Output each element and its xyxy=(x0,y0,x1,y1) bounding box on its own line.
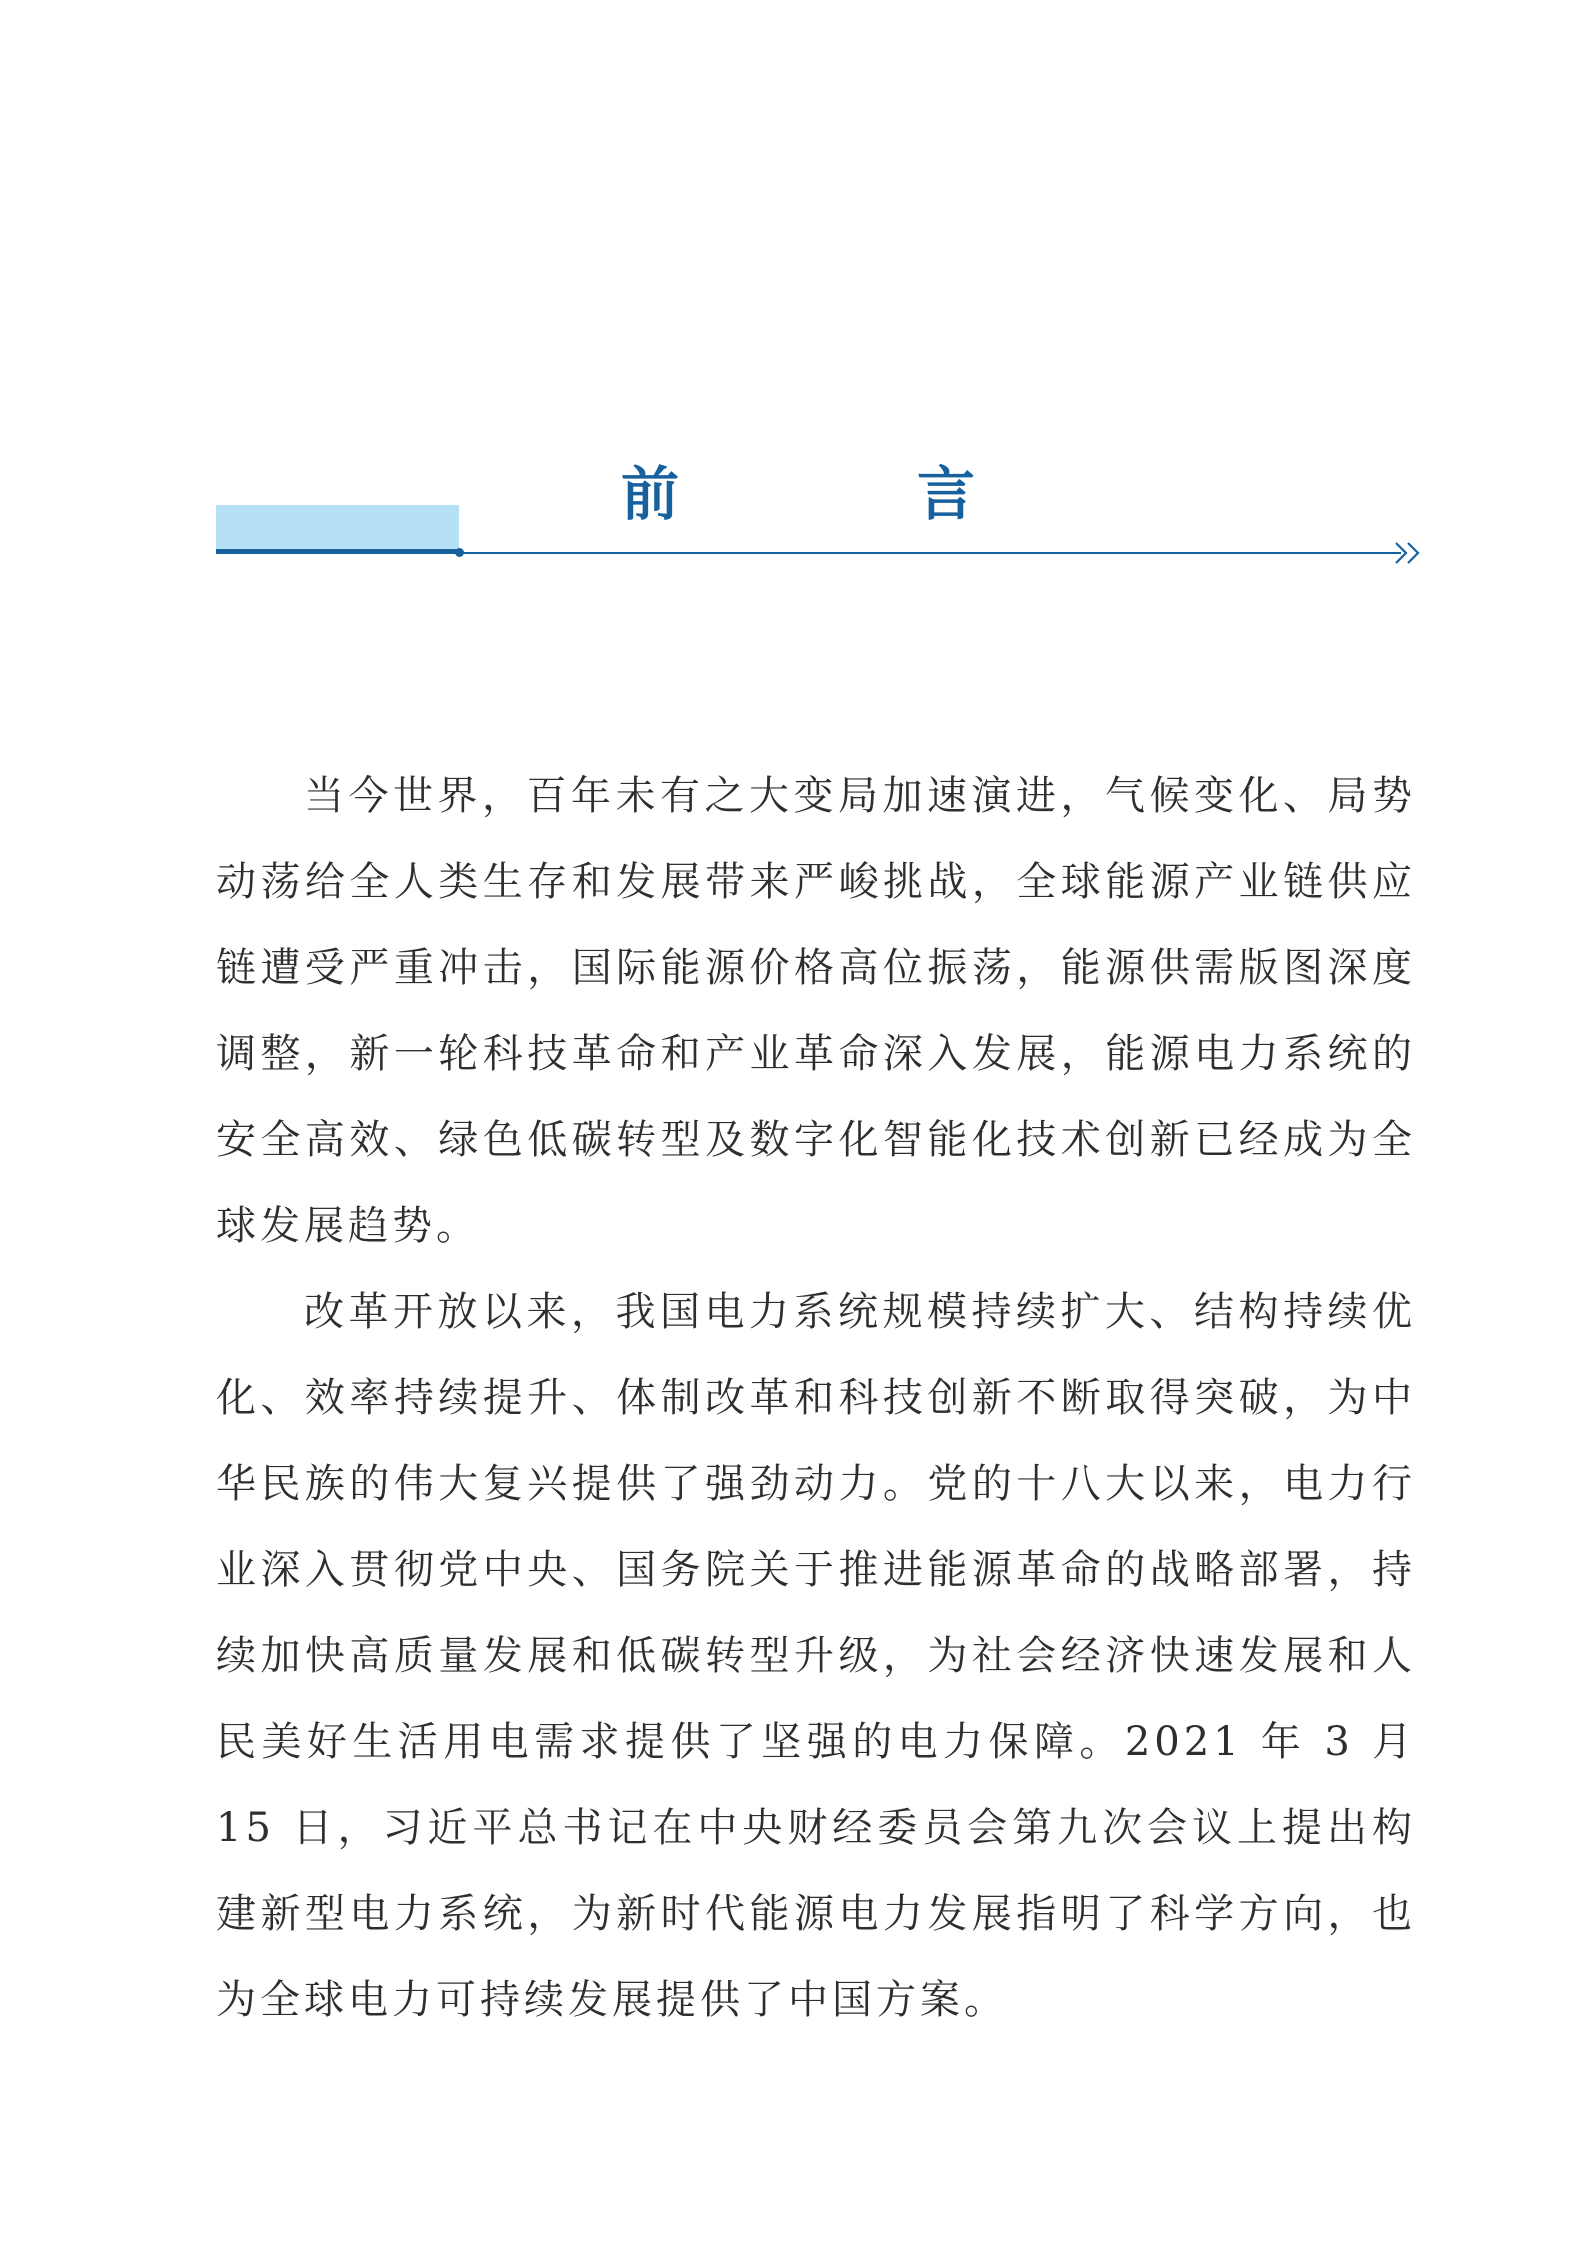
heading-rule-dot xyxy=(455,548,464,557)
paragraph-2: 改革开放以来，我国电力系统规模持续扩大、结构持续优化、效率持续提升、体制改革和科技创新不断取得突破，为中华民族的伟大复兴提供了强劲动力。党的十八大以来，电力行业深入贯彻党中央、国务院关于推进能源革命的战略部署，持续加快高质量发展和低碳转型升级，为社会经济快速发展和人民美好生活用电需求提供了坚强的电力保障。2021 年 3 月 15 日，习近平总书记在中央财经委员会第九次会议上提出构建新型电力系统，为新时代能源电力发展指明了科学方向，也为全球电力可持续发展提供了中国方案。 xyxy=(216,1289,1416,2023)
heading-rule-thin xyxy=(458,552,1401,554)
page-title: 前 言 xyxy=(620,460,1065,528)
paragraph-1: 当今世界，百年未有之大变局加速演进，气候变化、局势动荡给全人类生存和发展带来严峻挑战，全球能源产业链供应链遭受严重冲击，国际能源价格高位振荡，能源供需版图深度调整，新一轮科技革命和产业革命深入发展，能源电力系统的安全高效、绿色低碳转型及数字化智能化技术创新已经成为全球发展趋势。 xyxy=(216,773,1416,1249)
body-text xyxy=(216,753,1416,2043)
heading-rule-thick xyxy=(216,549,460,554)
double-chevron-right-icon xyxy=(1392,538,1428,568)
